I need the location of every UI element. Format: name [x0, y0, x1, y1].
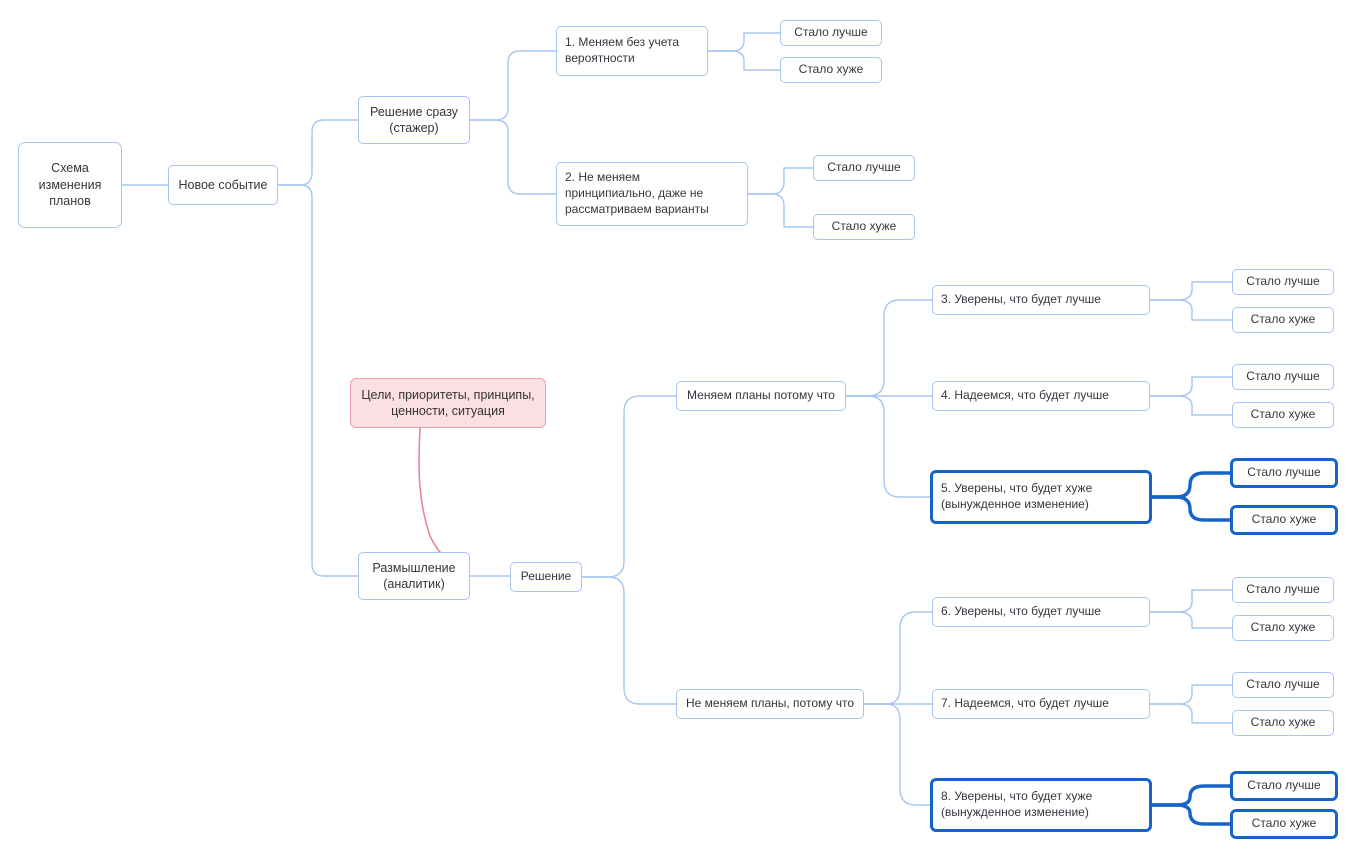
mindmap-node-label: Стало хуже — [798, 62, 864, 77]
mindmap-node-root[interactable] — [18, 142, 122, 228]
connector-line — [1150, 396, 1232, 415]
mindmap-node-values[interactable] — [350, 378, 546, 428]
mindmap-node-label: Стало лучше — [1247, 465, 1321, 480]
mindmap-node-b1a[interactable] — [780, 20, 882, 46]
mindmap-node-label: Не меняем планы, потому что — [685, 696, 855, 711]
mindmap-node-b2a[interactable] — [813, 155, 915, 181]
mindmap-node-label: Стало лучше — [827, 160, 901, 175]
connector-line — [708, 51, 780, 70]
mindmap-node-label: Стало хуже — [1250, 312, 1316, 327]
mindmap-node-n4b[interactable] — [1232, 402, 1334, 428]
mindmap-node-b1[interactable] — [556, 26, 708, 76]
mindmap-node-label: Стало лучше — [1246, 369, 1320, 384]
mindmap-node-label: Стало лучше — [1247, 778, 1321, 793]
connector-line — [846, 396, 930, 497]
mindmap-node-label: Стало лучше — [794, 25, 868, 40]
mindmap-node-label: Схема изменения планов — [38, 161, 102, 209]
mindmap-node-n4a[interactable] — [1232, 364, 1334, 390]
connector-line — [582, 396, 676, 577]
connector-line — [1152, 786, 1230, 805]
mindmap-node-fast[interactable] — [358, 96, 470, 144]
connector-line — [1152, 473, 1230, 497]
connector-line — [470, 51, 556, 120]
mindmap-node-label: 8. Уверены, что будет хуже (вынужденное изменение) — [941, 789, 1093, 819]
mindmap-node-n7b[interactable] — [1232, 710, 1334, 736]
mindmap-node-label: 2. Не меняем принципиально, даже не рассматриваем варианты — [565, 170, 709, 216]
mindmap-node-label: Решение — [520, 569, 572, 584]
mindmap-node-n8[interactable] — [930, 778, 1152, 832]
mindmap-node-label: Меняем планы потому что — [687, 388, 835, 403]
mindmap-node-n7a[interactable] — [1232, 672, 1334, 698]
mindmap-node-label: 5. Уверены, что будет хуже (вынужденное изменение) — [941, 481, 1093, 511]
mindmap-node-n4[interactable] — [932, 381, 1150, 411]
mindmap-node-n8a[interactable] — [1230, 771, 1338, 801]
connector-line — [1150, 612, 1232, 628]
connector-line — [278, 120, 358, 185]
connector-line — [1150, 704, 1232, 723]
mindmap-node-b2[interactable] — [556, 162, 748, 226]
mindmap-node-n6b[interactable] — [1232, 615, 1334, 641]
connector-line — [1150, 685, 1232, 704]
mindmap-node-label: 1. Меняем без учета вероятности — [565, 35, 680, 65]
connector-line — [748, 194, 813, 227]
connector-line — [1150, 590, 1232, 612]
mindmap-node-n6a[interactable] — [1232, 577, 1334, 603]
mindmap-node-label: Стало лучше — [1246, 677, 1320, 692]
mindmap-node-label: Стало хуже — [1250, 407, 1316, 422]
mindmap-node-b1b[interactable] — [780, 57, 882, 83]
mindmap-node-b2b[interactable] — [813, 214, 915, 240]
mindmap-node-event[interactable] — [168, 165, 278, 205]
mindmap-node-decision[interactable] — [510, 562, 582, 592]
mindmap-node-label: Стало лучше — [1246, 274, 1320, 289]
mindmap-node-label: Стало хуже — [1251, 512, 1317, 527]
connector-line — [846, 300, 932, 396]
connector-line — [470, 120, 556, 194]
mindmap-node-n5a[interactable] — [1230, 458, 1338, 488]
mindmap-node-label: 6. Уверены, что будет лучше — [941, 604, 1101, 619]
mindmap-node-n3a[interactable] — [1232, 269, 1334, 295]
mindmap-node-n5b[interactable] — [1230, 505, 1338, 535]
connector-line — [708, 33, 780, 51]
mindmap-node-label: Стало лучше — [1246, 582, 1320, 597]
connector-line — [1150, 377, 1232, 396]
connector-line — [1150, 300, 1232, 320]
connector-line — [1150, 282, 1232, 300]
mindmap-node-label: Размышление (аналитик) — [372, 560, 456, 591]
connector-line — [864, 612, 932, 704]
mindmap-node-label: Стало хуже — [1250, 715, 1316, 730]
mindmap-node-change[interactable] — [676, 381, 846, 411]
mindmap-node-label: 7. Надеемся, что будет лучше — [941, 696, 1109, 711]
mindmap-node-nochange[interactable] — [676, 689, 864, 719]
mindmap-node-label: Стало хуже — [831, 219, 897, 234]
mindmap-node-n3[interactable] — [932, 285, 1150, 315]
mindmap-node-label: Новое событие — [178, 177, 268, 192]
mindmap-node-label: Стало хуже — [1251, 816, 1317, 831]
connector-line — [748, 168, 813, 194]
mindmap-node-n7[interactable] — [932, 689, 1150, 719]
connector-line — [1152, 805, 1230, 824]
mindmap-node-n5[interactable] — [930, 470, 1152, 524]
connector-line — [419, 428, 440, 552]
mindmap-node-think[interactable] — [358, 552, 470, 600]
mindmap-node-label: Решение сразу (стажер) — [370, 104, 458, 135]
mindmap-node-label: Цели, приоритеты, принципы, ценности, ситуация — [361, 387, 535, 418]
connector-line — [1152, 497, 1230, 520]
connector-line — [582, 577, 676, 704]
mindmap-node-label: Стало хуже — [1250, 620, 1316, 635]
connector-line — [864, 704, 930, 805]
connector-line — [278, 185, 358, 576]
mindmap-node-n3b[interactable] — [1232, 307, 1334, 333]
mindmap-node-label: 3. Уверены, что будет лучше — [941, 292, 1101, 307]
mindmap-node-label: 4. Надеемся, что будет лучше — [941, 388, 1109, 403]
mindmap-node-n8b[interactable] — [1230, 809, 1338, 839]
mindmap-node-n6[interactable] — [932, 597, 1150, 627]
